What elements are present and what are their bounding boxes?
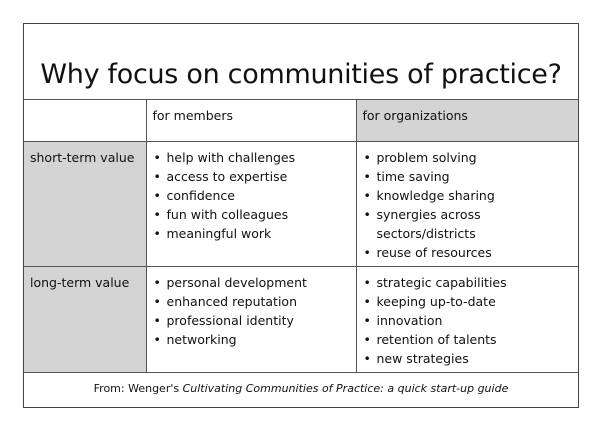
short-term-organizations-cell [356, 142, 578, 267]
corner-cell [24, 100, 146, 142]
table-row-long-term [24, 267, 578, 373]
list-item: • retention of talents [363, 330, 573, 349]
table-header-row [24, 100, 578, 142]
long-term-organizations-cell [356, 267, 578, 373]
list-item: • help with challenges [153, 148, 350, 167]
short-term-members-list [153, 148, 350, 243]
source-citation [24, 382, 578, 396]
column-header-organizations: for organizations [356, 100, 578, 142]
list-item: • meaningful work [153, 224, 350, 243]
slide [23, 23, 579, 408]
row-label-long-term: long-term value [24, 267, 146, 373]
list-item: • innovation [363, 311, 573, 330]
list-item: • time saving [363, 167, 573, 186]
table-row-short-term [24, 142, 578, 267]
list-item: • strategic capabilities [363, 273, 573, 292]
slide-title: Why focus on communities of practice? [40, 59, 562, 90]
list-item: • professional identity [153, 311, 350, 330]
long-term-members-list [153, 273, 350, 349]
citation-title: Cultivating Communities of Practice: a quick start-up guide [182, 382, 509, 395]
list-item: • personal development [153, 273, 350, 292]
citation-prefix: From: Wenger's [93, 382, 183, 395]
list-item: • confidence [153, 186, 350, 205]
list-item: • reuse of resources [363, 243, 573, 262]
list-item: • enhanced reputation [153, 292, 350, 311]
list-item: • knowledge sharing [363, 186, 573, 205]
short-term-organizations-list [363, 148, 573, 262]
column-header-members: for members [146, 100, 356, 142]
long-term-organizations-list [363, 273, 573, 368]
list-item: • problem solving [363, 148, 573, 167]
list-item: • synergies across sectors/districts [363, 205, 573, 243]
value-table [24, 99, 578, 373]
list-item: • keeping up-to-date [363, 292, 573, 311]
list-item: • access to expertise [153, 167, 350, 186]
short-term-members-cell [146, 142, 356, 267]
list-item: • new strategies [363, 349, 573, 368]
list-item: • networking [153, 330, 350, 349]
list-item: • fun with colleagues [153, 205, 350, 224]
row-label-short-term: short-term value [24, 142, 146, 267]
long-term-members-cell [146, 267, 356, 373]
